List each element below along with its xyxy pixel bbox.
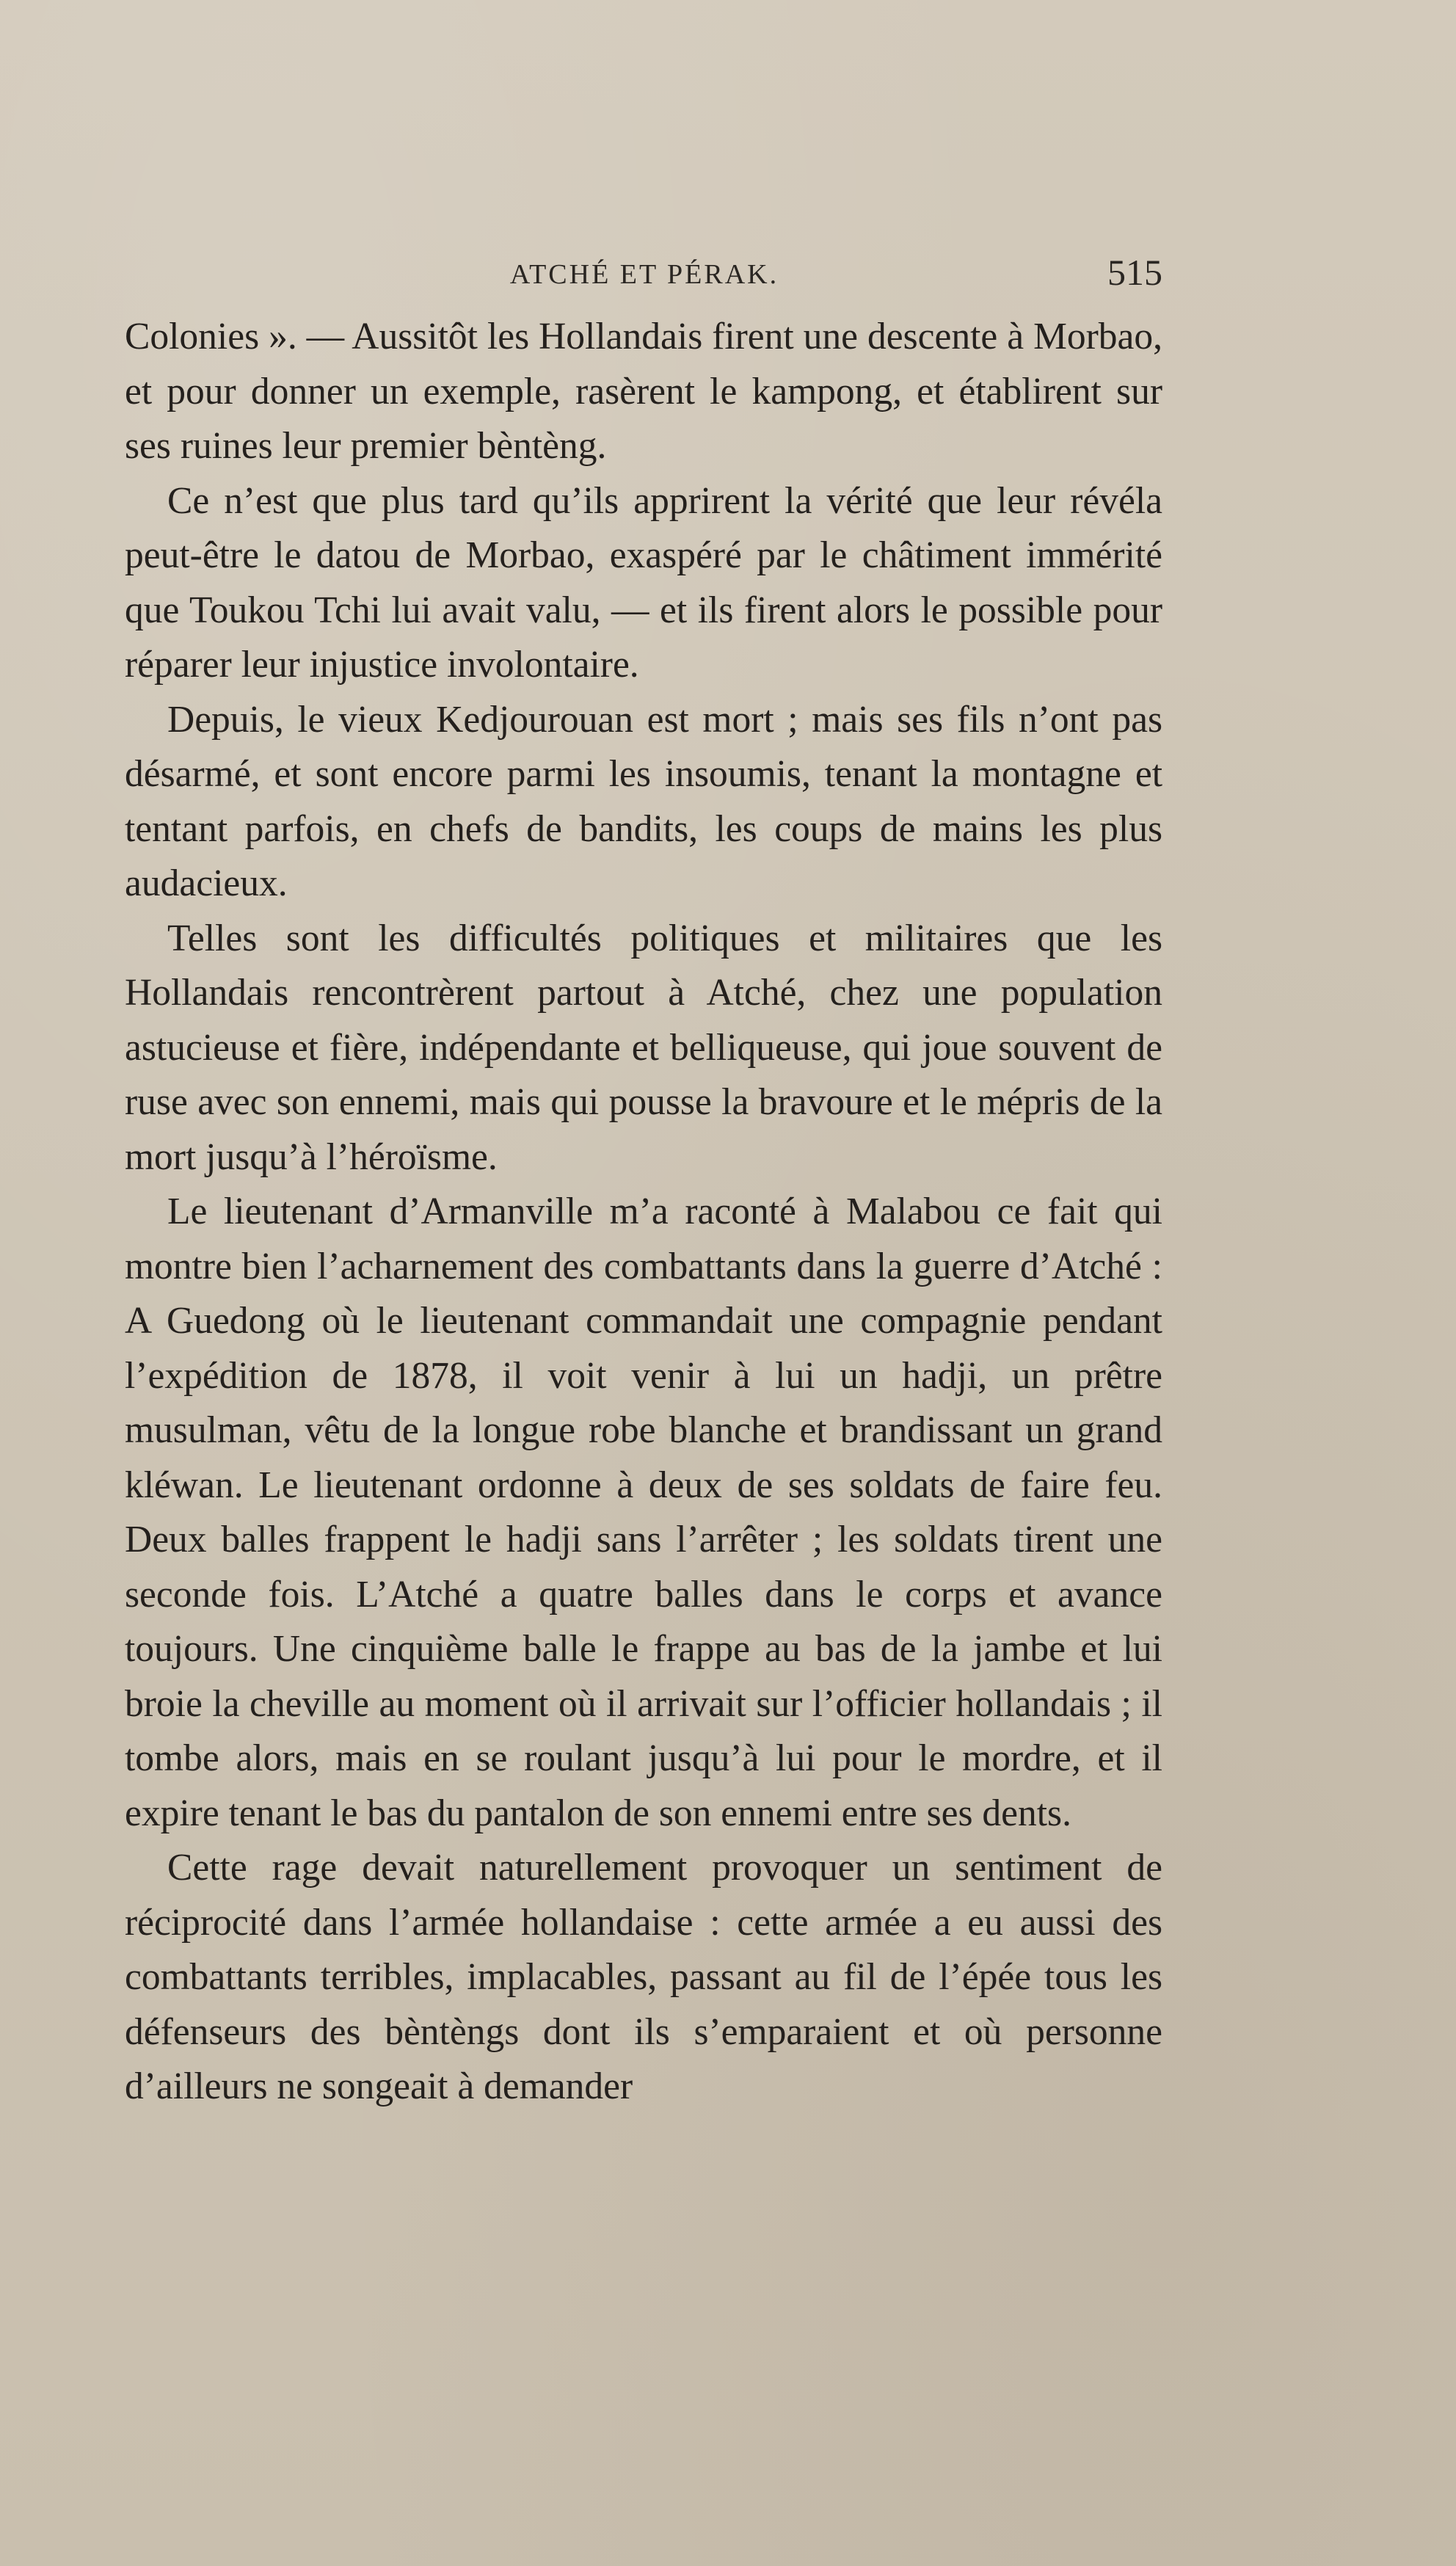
paragraph: Le lieutenant d’Armanville m’a raconté à Malabou ce fait qui montre bien l’acharnement des combattants dans la guerre d’Atché : A Guedong où le lieutenant commandait une compagnie pendant l’expédition de 1878, il voit venir à lui un hadji, un prêtre musulman, vêtu de la longue robe blanche et brandissant un grand kléwan. Le lieutenant ordonne à deux de ses soldats de faire feu. Deux balles frappent le hadji sans l’arrêter ; les soldats tirent une seconde fois. L’Atché a quatre balles dans le corps et avance toujours. Une cinquième balle le frappe au bas de la jambe et lui broie la cheville au moment où il arrivait sur l’officier hollandais ; il tombe alors, mais en se roulant jusqu’à lui pour le mordre, et il expire tenant le bas du pantalon de son ennemi entre ses dents. bbox=[125, 1191, 1162, 1834]
paragraph-continued: Colonies ». — Aussitôt les Hollandais firent une descente à Morbao, et pour donner un exemple, rasèrent le kampong, et établirent sur ses ruines leur premier bèntèng. bbox=[125, 316, 1162, 467]
paragraph: Cette rage devait naturellement provoquer un sentiment de réciprocité dans l’armée hollandaise : cette armée a eu aussi des combattants terribles, implacables, passant au fil de l’épée tous les défenseurs des bèntèngs dont ils s’emparaient et où personne d’ailleurs ne songeait à demander bbox=[125, 1847, 1162, 2107]
running-head bbox=[126, 248, 1162, 307]
paragraph: Ce n’est que plus tard qu’ils apprirent la vérité que leur révéla peut-être le datou de Morbao, exaspéré par le châtiment immérité que Toukou Tchi lui avait valu, — et ils firent alors le possible pour réparer leur injustice involontaire. bbox=[125, 479, 1162, 686]
page-number: 515 bbox=[1107, 252, 1162, 293]
body-text bbox=[125, 310, 1162, 2115]
paragraph: Depuis, le vieux Kedjourouan est mort ; mais ses fils n’ont pas désarmé, et sont encore parmi les insoumis, tenant la montagne et tentant parfois, en chefs de bandits, les coups de mains les plus audacieux. bbox=[125, 698, 1162, 904]
running-title: ATCHÉ ET PÉRAK. bbox=[509, 259, 779, 290]
paragraph: Telles sont les difficultés politiques et militaires que les Hollandais rencontrèrent partout à Atché, chez une population astucieuse et fière, indépendante et belliqueuse, qui joue souvent de ruse avec son ennemi, mais qui pousse la bravoure et le mépris de la mort jusqu’à l’héroïsme. bbox=[125, 917, 1162, 1178]
